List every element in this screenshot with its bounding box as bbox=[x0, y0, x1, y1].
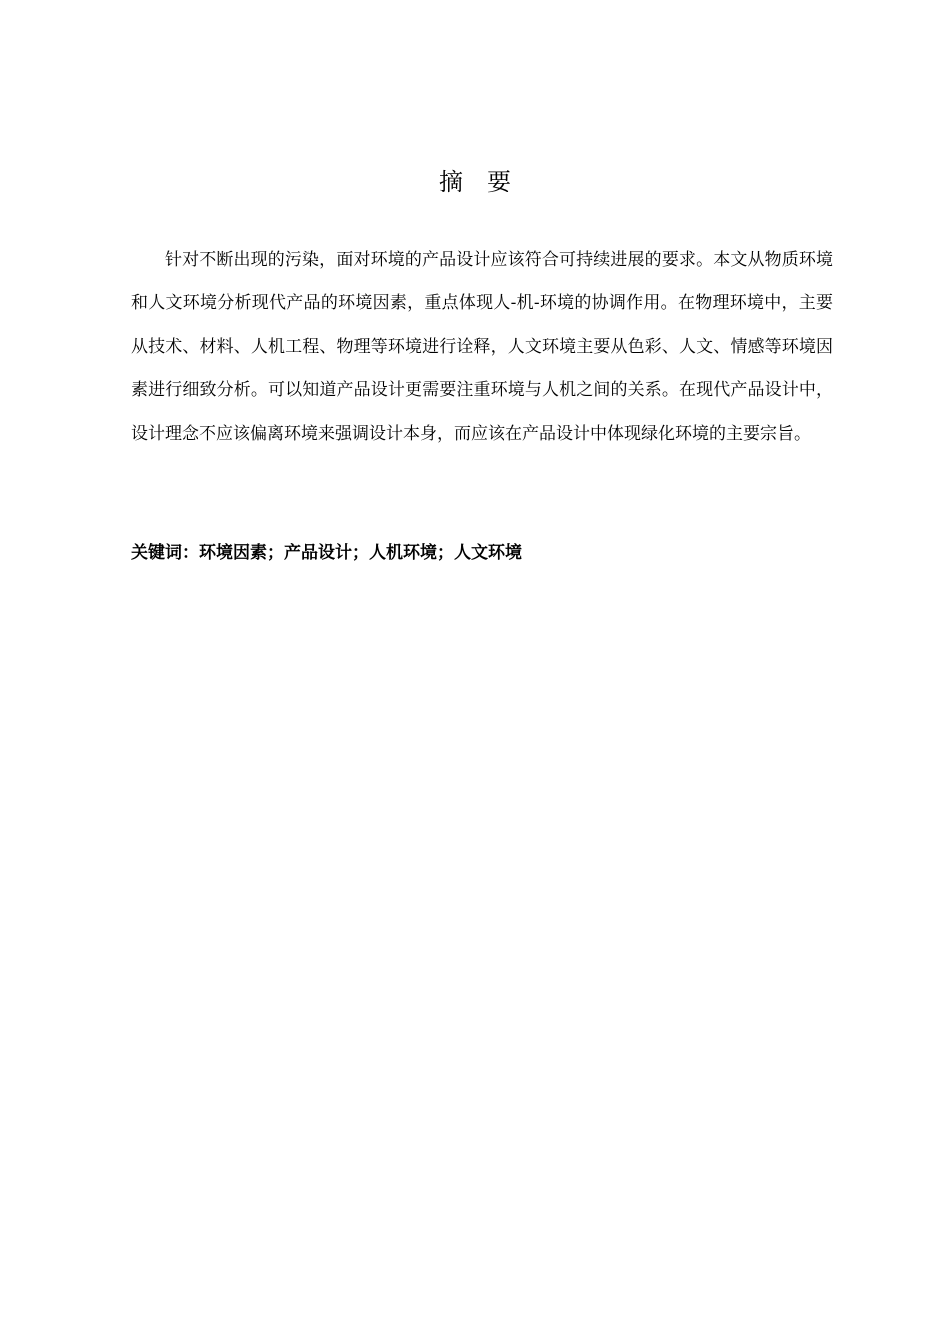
keywords-line bbox=[131, 537, 833, 569]
abstract-paragraph: 针对不断出现的污染，面对环境的产品设计应该符合可持续进展的要求。本文从物质环境和人文环境分析现代产品的环境因素，重点体现人-机-环境的协调作用。在物理环境中，主要从技术、材料、人机工程、物理等环境进行诠释，人文环境主要从色彩、人文、情感等环境因素进行细致分析。可以知道产品设计更需要注重环境与人机之间的关系。在现代产品设计中，设计理念不应该偏离环境来强调设计本身，而应该在产品设计中体现绿化环境的主要宗旨。 bbox=[131, 250, 833, 444]
title-char-1: 摘 bbox=[439, 168, 463, 196]
page-title bbox=[0, 166, 950, 198]
keywords-label: 关键词： bbox=[131, 543, 199, 563]
title-char-2: 要 bbox=[487, 168, 511, 196]
keywords-list: 环境因素；产品设计；人机环境；人文环境 bbox=[199, 543, 522, 563]
